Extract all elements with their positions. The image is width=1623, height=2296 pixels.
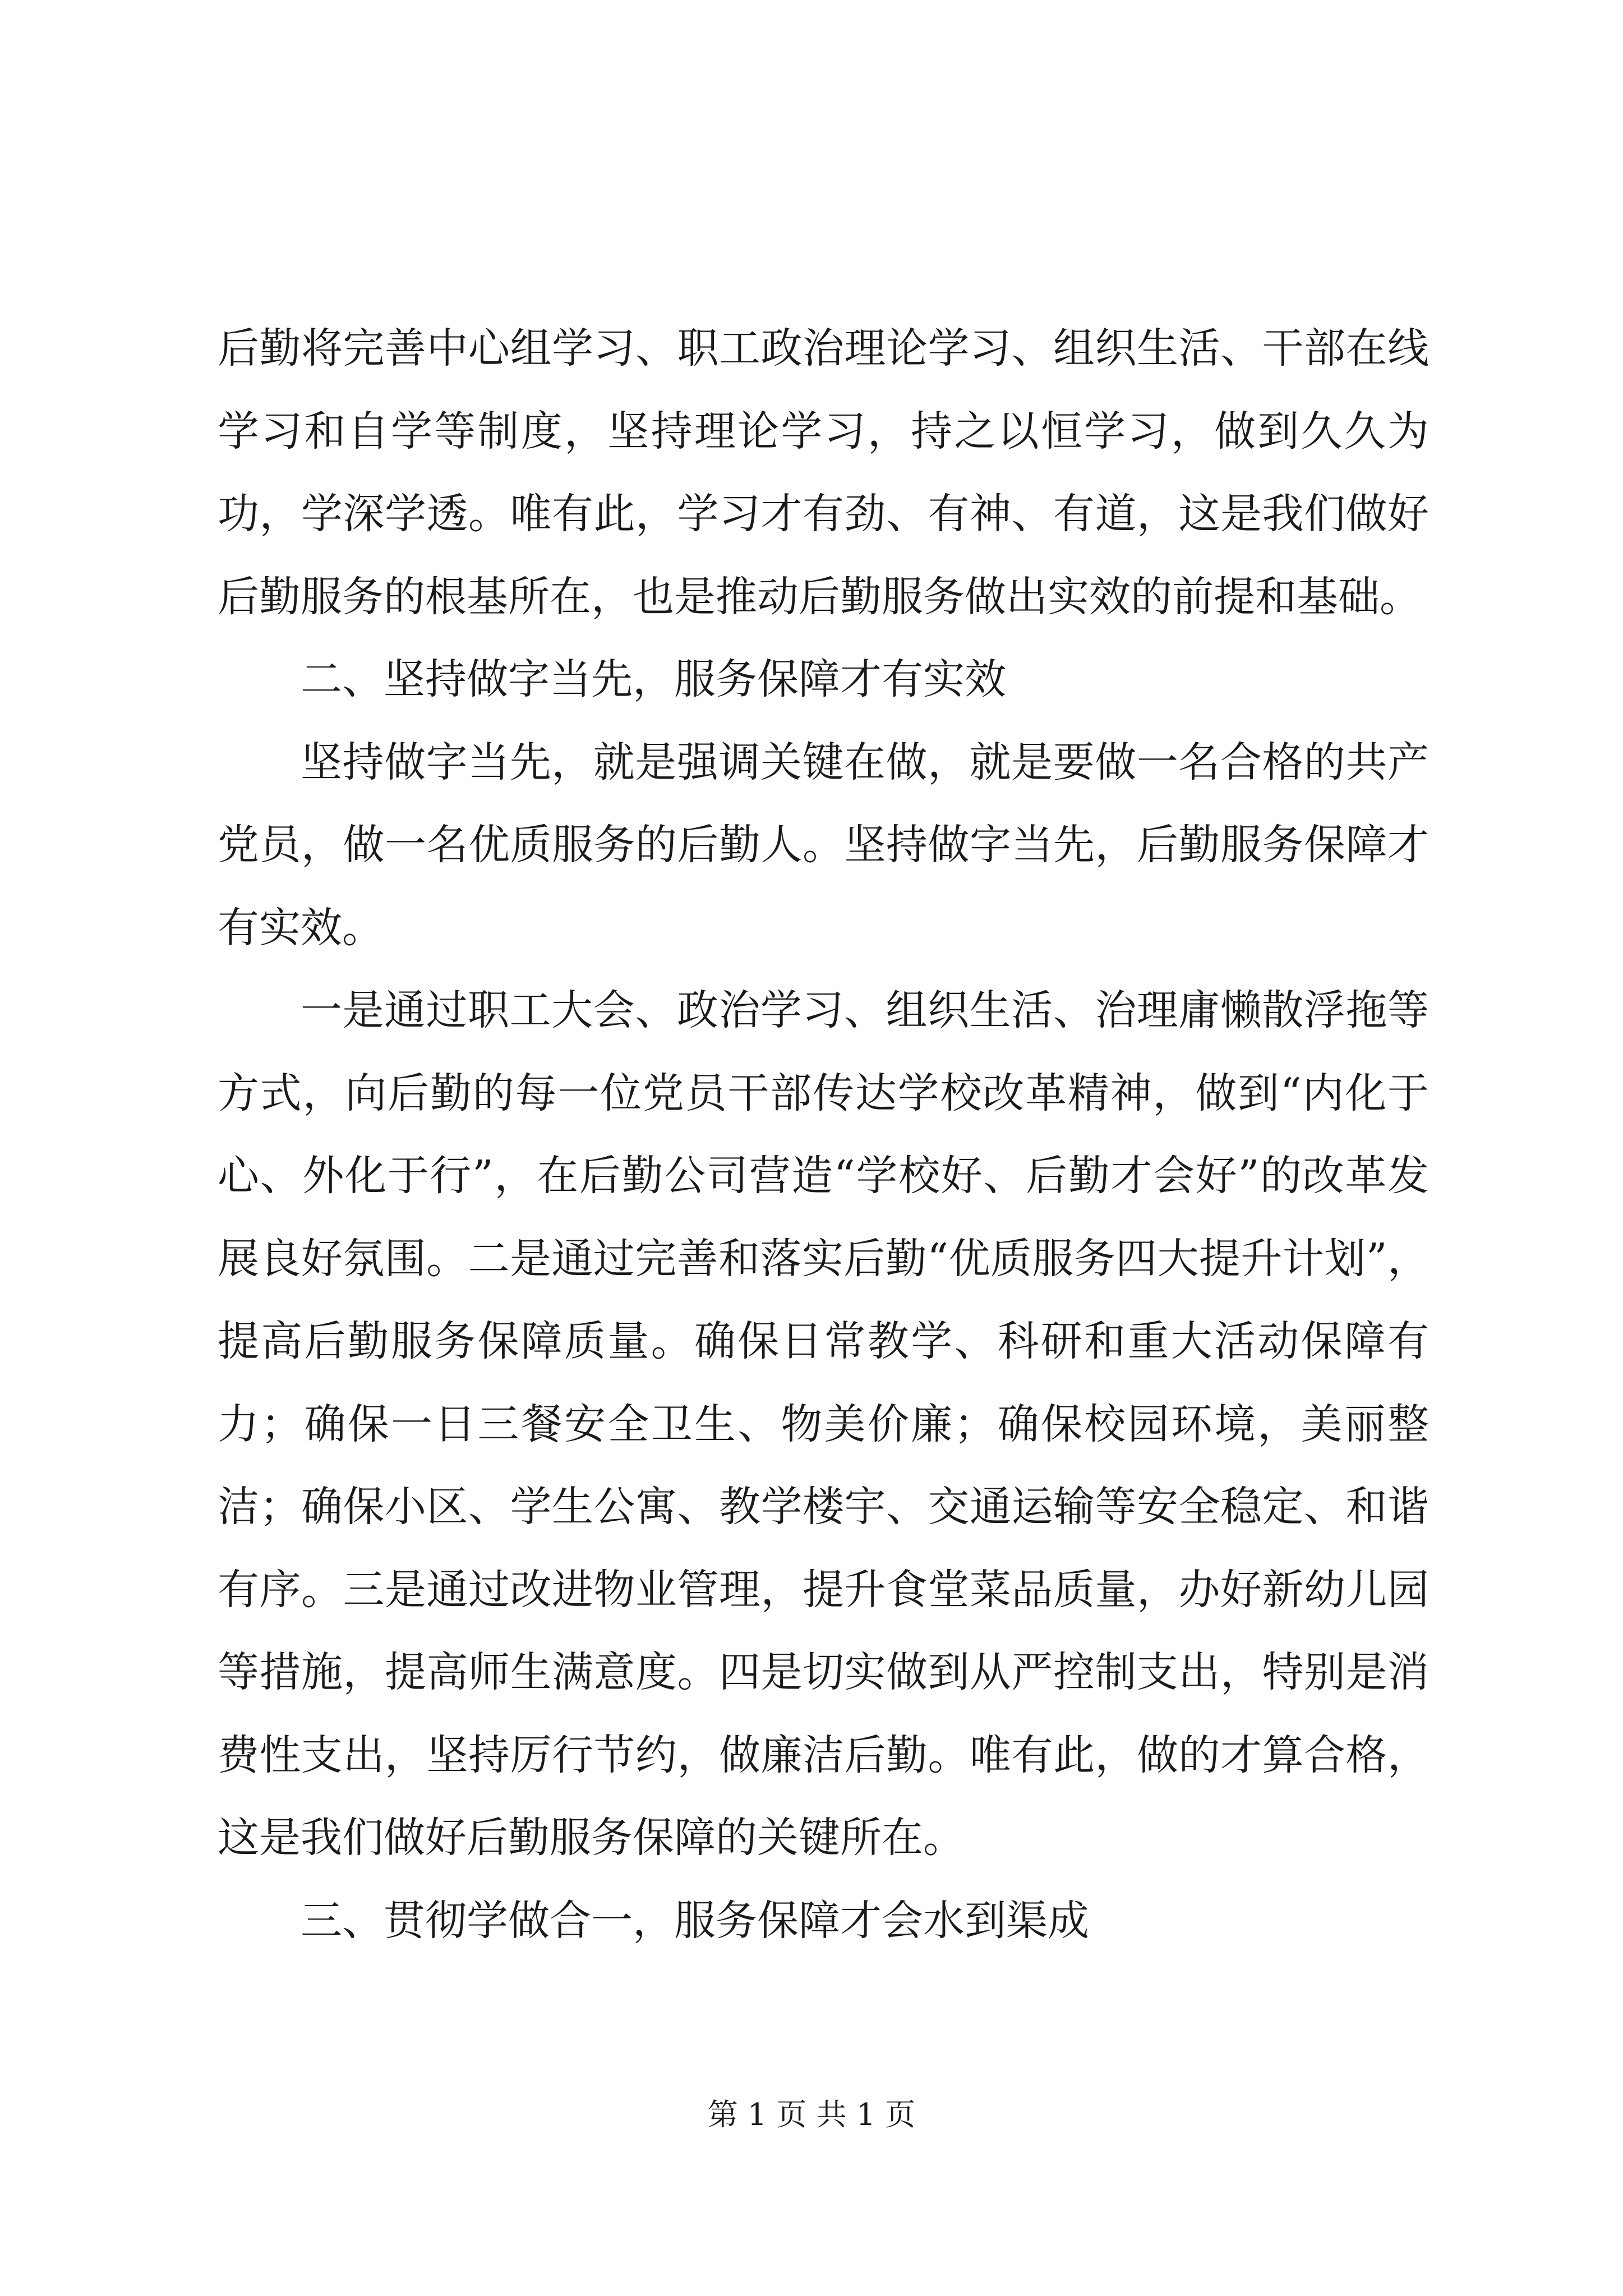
paragraph-section-2-intro: 坚持做字当先，就是强调关键在做，就是要做一名合格的共产党员，做一名优质服务的后勤人。坚持做字当先，后勤服务保障才有实效。 (218, 738, 1429, 952)
section-heading-3: 三、贯彻学做合一，服务保障才会水到渠成 (301, 1896, 1089, 1945)
page-number-footer: 第 1 页 共 1 页 (707, 2097, 916, 2132)
paragraph-section-2-measures: 一是通过职工大会、政治学习、组织生活、治理庸懒散浮拖等方式，向后勤的每一位党员干部传达学校改革精神，做到“内化于心、外化于行”，在后勤公司营造“学校好、后勤才会好”的改革发展良好氛围。二是通过完善和落实后勤“优质服务四大提升计划”，提高后勤服务保障质量。确保日常教学、科研和重大活动保障有力；确保一日三餐安全卫生、物美价廉；确保校园环境，美丽整洁；确保小区、学生公寓、教学楼宇、交通运输等安全稳定、和谐有序。三是通过改进物业管理，提升食堂菜品质量，办好新幼儿园等措施，提高师生满意度。四是切实做到从严控制支出，特别是消费性支出，坚持厉行节约，做廉洁后勤。唯有此，做的才算合格，这是我们做好后勤服务保障的关键所在。 (218, 986, 1429, 1862)
document-body (218, 307, 1429, 1962)
paragraph-continuation: 后勤将完善中心组学习、职工政治理论学习、组织生活、干部在线学习和自学等制度，坚持理论学习，持之以恒学习，做到久久为功，学深学透。唯有此，学习才有劲、有神、有道，这是我们做好后勤服务的根基所在，也是推动后勤服务做出实效的前提和基础。 (218, 324, 1429, 621)
section-heading-2: 二、坚持做字当先，服务保障才有实效 (301, 655, 1006, 703)
